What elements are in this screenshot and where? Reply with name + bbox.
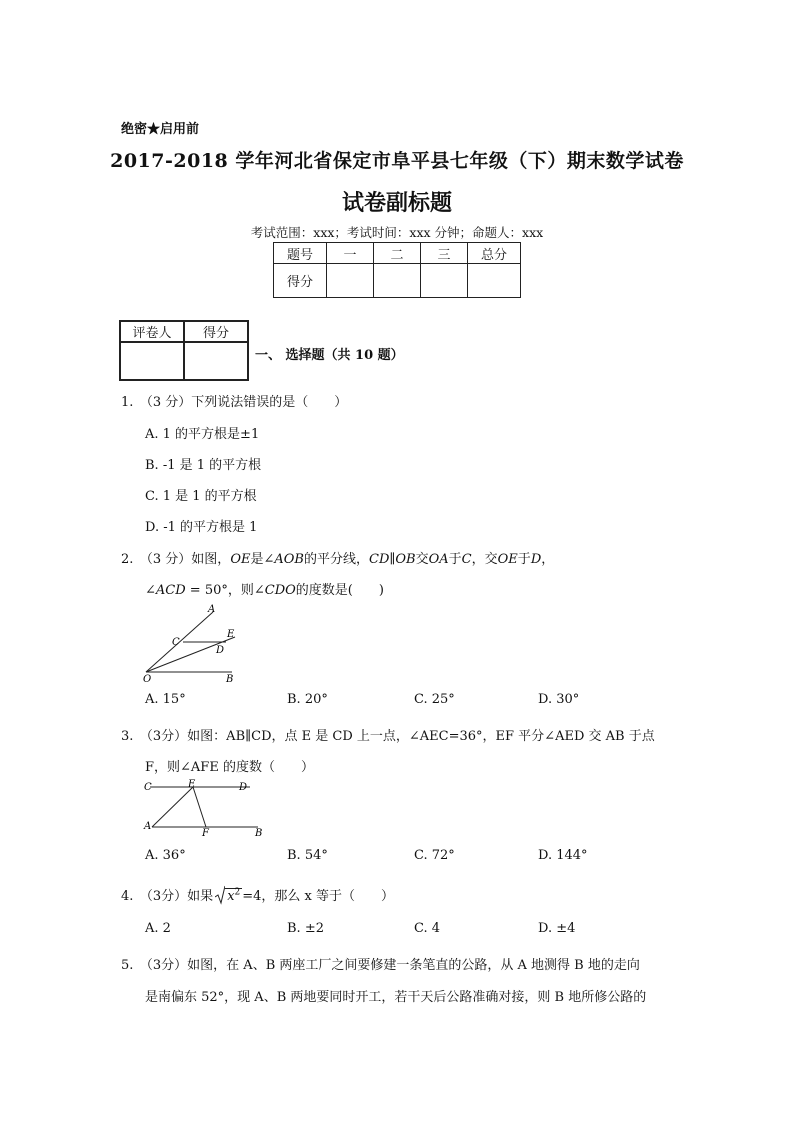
q2-math-oa: OA bbox=[428, 552, 449, 567]
exam-subtitle: 试卷副标题 bbox=[341, 190, 452, 216]
score-header-cell: 总分 bbox=[468, 243, 521, 264]
grader-header: 评卷人 bbox=[120, 321, 184, 342]
grader-table bbox=[119, 320, 249, 381]
question-3-line-2: F，则∠AFE 的度数（ ） bbox=[145, 760, 314, 775]
question-2-option-c: C. 25° bbox=[414, 692, 455, 707]
question-3-option-a: A. 36° bbox=[145, 848, 186, 863]
question-2-option-b: B. 20° bbox=[287, 692, 328, 707]
q2-math-cdo: CDO bbox=[264, 583, 296, 598]
q2-text: ，交 bbox=[471, 552, 498, 567]
question-1-option-b: B. -1 是 1 的平方根 bbox=[145, 458, 262, 473]
sqrt-radicand bbox=[225, 888, 242, 904]
q2-text: 交 bbox=[415, 552, 429, 567]
q2-math-oe: OE bbox=[497, 552, 518, 567]
q2-label-b: B bbox=[226, 674, 234, 684]
exam-info: 考试范围：xxx；考试时间：xxx 分钟；命题人：xxx bbox=[250, 225, 544, 240]
q2-text: ∠ bbox=[145, 583, 156, 598]
q3-label-a: A bbox=[144, 821, 152, 832]
score-cell bbox=[468, 264, 521, 298]
q2-math-oe: OE bbox=[230, 552, 251, 567]
grader-score-cell bbox=[184, 342, 248, 380]
section-heading: 一、 选择题（共 10 题） bbox=[255, 348, 404, 363]
q2-text: 的度数是( ) bbox=[295, 583, 384, 598]
q2-math-aob: AOB bbox=[274, 552, 304, 567]
q3-label-d: D bbox=[239, 782, 248, 793]
q4-text: 4. （3分）如果 bbox=[121, 889, 214, 904]
score-header-cell: 题号 bbox=[274, 243, 327, 264]
q2-label-a: A bbox=[208, 604, 216, 615]
q2-text: 2. （3 分）如图， bbox=[121, 552, 231, 567]
confidential-mark: 绝密★启用前 bbox=[121, 122, 200, 137]
q2-text: 是∠ bbox=[250, 552, 275, 567]
q3-label-e: E bbox=[188, 779, 196, 790]
q2-label-d: D bbox=[216, 645, 225, 656]
q2-text: = 50°，则∠ bbox=[185, 583, 265, 598]
q2-text: 于 bbox=[448, 552, 462, 567]
q2-text: 于 bbox=[517, 552, 531, 567]
grader-cell bbox=[120, 342, 184, 380]
q4-math-x: x bbox=[227, 889, 235, 904]
grader-score-header: 得分 bbox=[184, 321, 248, 342]
question-1-option-d: D. -1 的平方根是 1 bbox=[145, 520, 258, 535]
score-cell bbox=[421, 264, 468, 298]
q2-math-d: D bbox=[530, 552, 542, 567]
question-2-line-2 bbox=[145, 579, 384, 598]
q2-label-c: C bbox=[172, 637, 180, 648]
question-3-option-d: D. 144° bbox=[538, 848, 588, 863]
score-cell bbox=[374, 264, 421, 298]
q2-math-c: C bbox=[461, 552, 472, 567]
score-header-cell: 一 bbox=[327, 243, 374, 264]
question-4-stem bbox=[121, 885, 394, 904]
q2-label-o: O bbox=[143, 674, 152, 684]
score-table bbox=[273, 242, 521, 298]
q2-text: 的平分线， bbox=[303, 552, 369, 567]
q3-label-f: F bbox=[202, 828, 209, 838]
question-2-figure bbox=[140, 602, 250, 684]
question-4-option-d: D. ±4 bbox=[538, 921, 576, 936]
question-5-line-1: 5. （3分）如图，在 A、B 两座工厂之间要修建一条笔直的公路，从 A 地测得 B 地的走向 bbox=[121, 958, 640, 973]
q3-label-b: B bbox=[255, 828, 263, 838]
q2-math-cdob: CD∥OB bbox=[369, 552, 416, 567]
q2-text: ， bbox=[541, 552, 555, 567]
question-1-option-c: C. 1 是 1 的平方根 bbox=[145, 489, 257, 504]
q3-label-c: C bbox=[144, 782, 152, 793]
question-1-stem: 1. （3 分）下列说法错误的是（ ） bbox=[121, 395, 348, 410]
sqrt-expression bbox=[215, 888, 242, 904]
score-row-label: 得分 bbox=[274, 264, 327, 298]
q2-math-acd: ACD bbox=[155, 583, 186, 598]
question-2-option-a: A. 15° bbox=[145, 692, 186, 707]
question-1-option-a: A. 1 的平方根是±1 bbox=[145, 427, 260, 442]
question-3-option-c: C. 72° bbox=[414, 848, 455, 863]
question-3-line-1: 3. （3分）如图：AB∥CD，点 E 是 CD 上一点，∠AEC=36°，EF 平分∠AED 交 AB 于点 bbox=[121, 729, 655, 744]
question-3-option-b: B. 54° bbox=[287, 848, 328, 863]
sqrt-icon bbox=[215, 885, 225, 905]
question-3-figure bbox=[140, 778, 270, 838]
q4-text: =4，那么 x 等于（ ） bbox=[242, 889, 395, 904]
question-2-option-d: D. 30° bbox=[538, 692, 580, 707]
q2-label-e: E bbox=[227, 629, 235, 640]
question-4-option-c: C. 4 bbox=[414, 921, 441, 936]
exam-title: 2017-2018 学年河北省保定市阜平县七年级（下）期末数学试卷 bbox=[110, 150, 684, 172]
q4-exponent: 2 bbox=[234, 887, 241, 898]
score-header-cell: 三 bbox=[421, 243, 468, 264]
question-4-option-b: B. ±2 bbox=[287, 921, 324, 936]
score-header-cell: 二 bbox=[374, 243, 421, 264]
question-2-line-1 bbox=[121, 548, 554, 567]
score-cell bbox=[327, 264, 374, 298]
question-4-option-a: A. 2 bbox=[145, 921, 171, 936]
question-5-line-2: 是南偏东 52°，现 A、B 两地要同时开工，若干天后公路准确对接，则 B 地所修公路的 bbox=[145, 990, 647, 1005]
